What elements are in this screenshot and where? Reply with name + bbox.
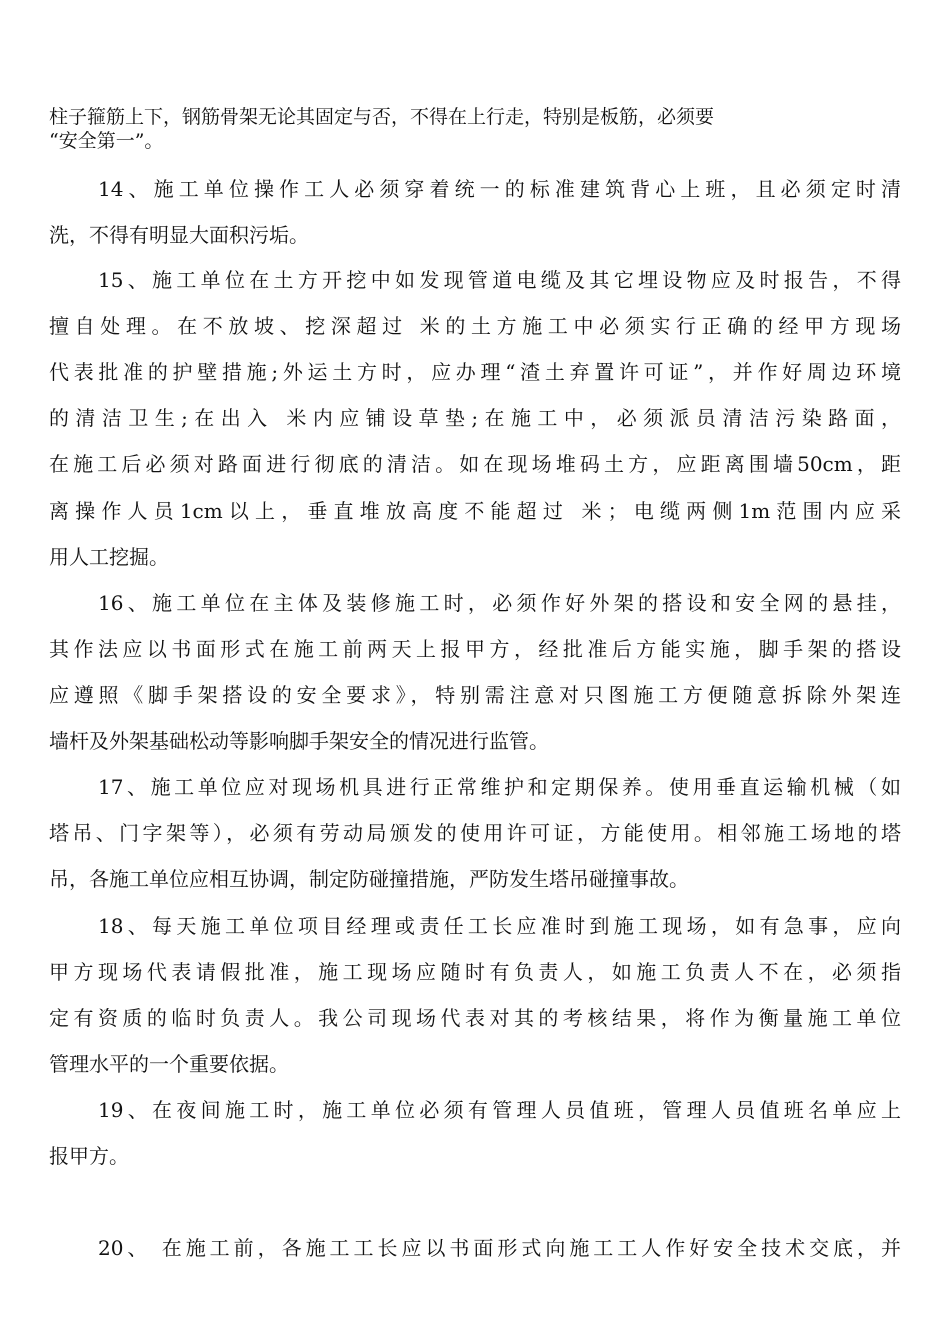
paragraph-17-line: 17、施工单位应对现场机具进行正常维护和定期保养。使用垂直运输机械（如 (98, 775, 901, 799)
paragraph-18-line: 管理水平的一个重要依据。 (49, 1052, 289, 1076)
paragraph-16-line: 应遵照《脚手架搭设的安全要求》，特别需注意对只图施工方便随意拆除外架连 (49, 683, 901, 707)
paragraph-17-line: 塔吊、门字架等），必须有劳动局颁发的使用许可证，方能使用。相邻施工场地的塔 (49, 821, 901, 845)
paragraph-14-line: 14、施工单位操作工人必须穿着统一的标准建筑背心上班，且必须定时清 (98, 177, 901, 201)
paragraph-18-line: 定有资质的临时负责人。我公司现场代表对其的考核结果，将作为衡量施工单位 (49, 1006, 901, 1030)
paragraph-15-line: 15、施工单位在土方开挖中如发现管道电缆及其它埋设物应及时报告，不得 (98, 268, 901, 292)
paragraph-20-line: 20、 在施工前，各施工工长应以书面形式向施工工人作好安全技术交底，并 (98, 1236, 901, 1260)
paragraph-line: 柱子箍筋上下，钢筋骨架无论其固定与否，不得在上行走，特别是板筋，必须要 (49, 106, 715, 128)
paragraph-14-line: 洗，不得有明显大面积污垢。 (49, 223, 309, 247)
paragraph-16-line: 其作法应以书面形式在施工前两天上报甲方，经批准后方能实施，脚手架的搭设 (49, 637, 901, 661)
paragraph-15-line: 用人工挖掘。 (49, 545, 169, 569)
paragraph-18-line: 18、每天施工单位项目经理或责任工长应准时到施工现场，如有急事，应向 (98, 914, 901, 938)
paragraph-17-line: 吊，各施工单位应相互协调，制定防碰撞措施，严防发生塔吊碰撞事故。 (49, 867, 689, 891)
paragraph-15-line: 代表批准的护壁措施;外运土方时，应办理“渣土弃置许可证”，并作好周边环境 (49, 360, 901, 384)
paragraph-16-line: 16、施工单位在主体及装修施工时，必须作好外架的搭设和安全网的悬挂， (98, 591, 901, 615)
paragraph-19-line: 19、在夜间施工时，施工单位必须有管理人员值班，管理人员值班名单应上 (98, 1098, 901, 1122)
paragraph-19-line: 报甲方。 (49, 1144, 129, 1168)
paragraph-15-line: 离操作人员1cm以上，垂直堆放高度不能超过 米；电缆两侧1m范围内应采 (49, 499, 901, 523)
paragraph-15-line: 在施工后必须对路面进行彻底的清洁。如在现场堆码土方，应距离围墙50cm，距 (49, 452, 901, 476)
paragraph-15-line: 擅自处理。在不放坡、挖深超过 米的土方施工中必须实行正确的经甲方现场 (49, 314, 901, 338)
paragraph-line: “安全第一”。 (49, 130, 164, 152)
paragraph-16-line: 墙杆及外架基础松动等影响脚手架安全的情况进行监管。 (49, 729, 549, 753)
paragraph-15-line: 的清洁卫生;在出入 米内应铺设草垫;在施工中，必须派员清洁污染路面， (49, 406, 901, 430)
paragraph-18-line: 甲方现场代表请假批准，施工现场应随时有负责人，如施工负责人不在，必须指 (49, 960, 901, 984)
